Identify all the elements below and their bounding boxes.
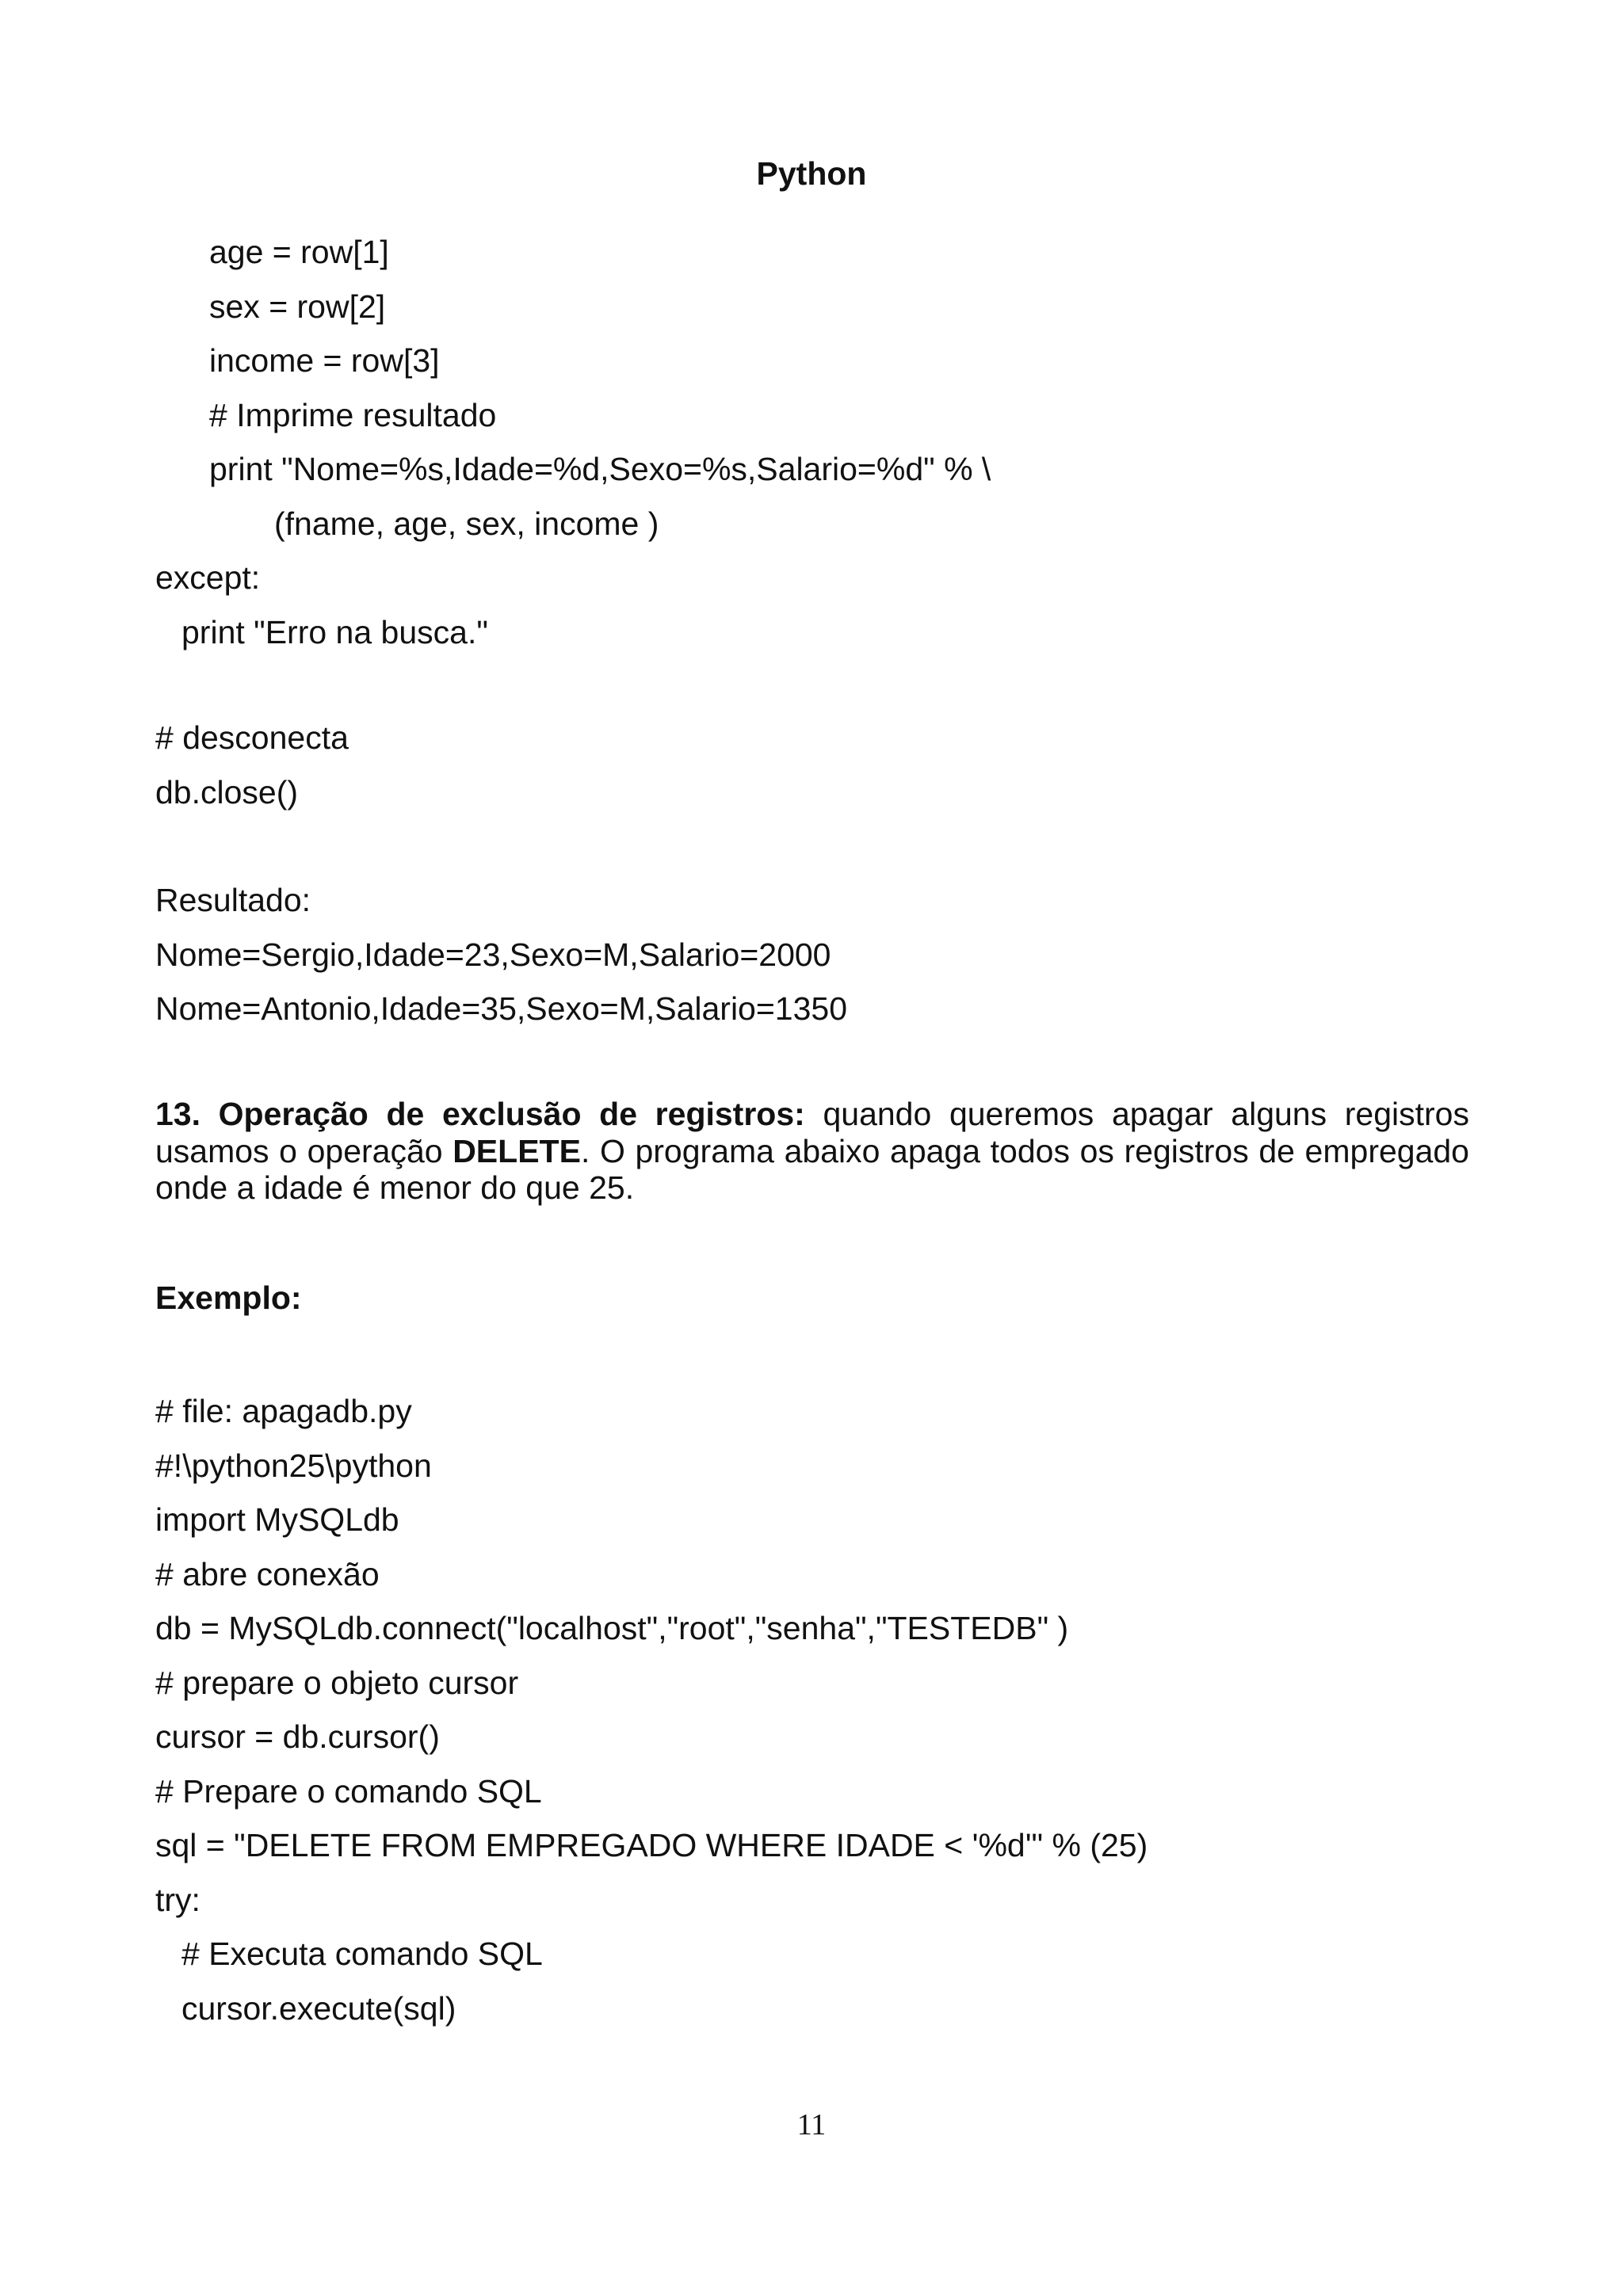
code-line: # file: apagadb.py [155, 1393, 412, 1429]
code-line: age = row[1] [209, 234, 389, 270]
page-header-title: Python [756, 155, 867, 192]
code-line: print "Nome=%s,Idade=%d,Sexo=%s,Salario=%d" % \ [209, 451, 991, 487]
code-line: sql = "DELETE FROM EMPREGADO WHERE IDADE < '%d'" % (25) [155, 1827, 1148, 1863]
code-line: Nome=Antonio,Idade=35,Sexo=M,Salario=1350 [155, 990, 848, 1027]
code-line: import MySQLdb [155, 1501, 399, 1538]
code-line: db = MySQLdb.connect("localhost","root","senha","TESTEDB" ) [155, 1610, 1069, 1646]
code-block-disconnect [155, 711, 349, 819]
section-13-paragraph [155, 1096, 1469, 1207]
result-output-block [155, 873, 847, 1036]
code-line: # Imprime resultado [209, 396, 497, 433]
code-line: # Executa comando SQL [181, 1936, 543, 1972]
page-number: 11 [796, 2108, 827, 2142]
code-line: # prepare o objeto cursor [155, 1664, 519, 1701]
code-line: income = row[3] [209, 342, 440, 379]
code-line: cursor = db.cursor() [155, 1718, 440, 1755]
code-line: #!\python25\python [155, 1447, 432, 1484]
code-block-delete-example [155, 1384, 1148, 2035]
code-line: # Prepare o comando SQL [155, 1772, 542, 1810]
section-13-text-2: . O programa abaixo apaga todos os registros de empregado onde a idade é menor do que 25. [155, 1132, 1469, 1206]
code-line: sex = row[2] [209, 288, 386, 325]
code-line: try: [155, 1881, 200, 1918]
code-line: except: [155, 559, 261, 596]
code-line: (fname, age, sex, income ) [274, 505, 659, 542]
code-line: # desconecta [155, 719, 349, 756]
example-label: Exemplo: [155, 1280, 302, 1316]
code-line: Resultado: [155, 882, 311, 918]
code-line: print "Erro na busca." [181, 613, 488, 650]
code-line: Nome=Sergio,Idade=23,Sexo=M,Salario=2000 [155, 936, 831, 973]
delete-keyword: DELETE [453, 1132, 581, 1169]
code-line: db.close() [155, 773, 299, 810]
code-line: cursor.execute(sql) [181, 1989, 456, 2027]
section-13-text-1: quando queremos apagar alguns registros usamos o operação [155, 1096, 1469, 1169]
code-line: # abre conexão [155, 1555, 380, 1592]
code-block-fetch-loop [155, 225, 991, 659]
section-13-heading: 13. Operação de exclusão de registros: [155, 1096, 805, 1132]
